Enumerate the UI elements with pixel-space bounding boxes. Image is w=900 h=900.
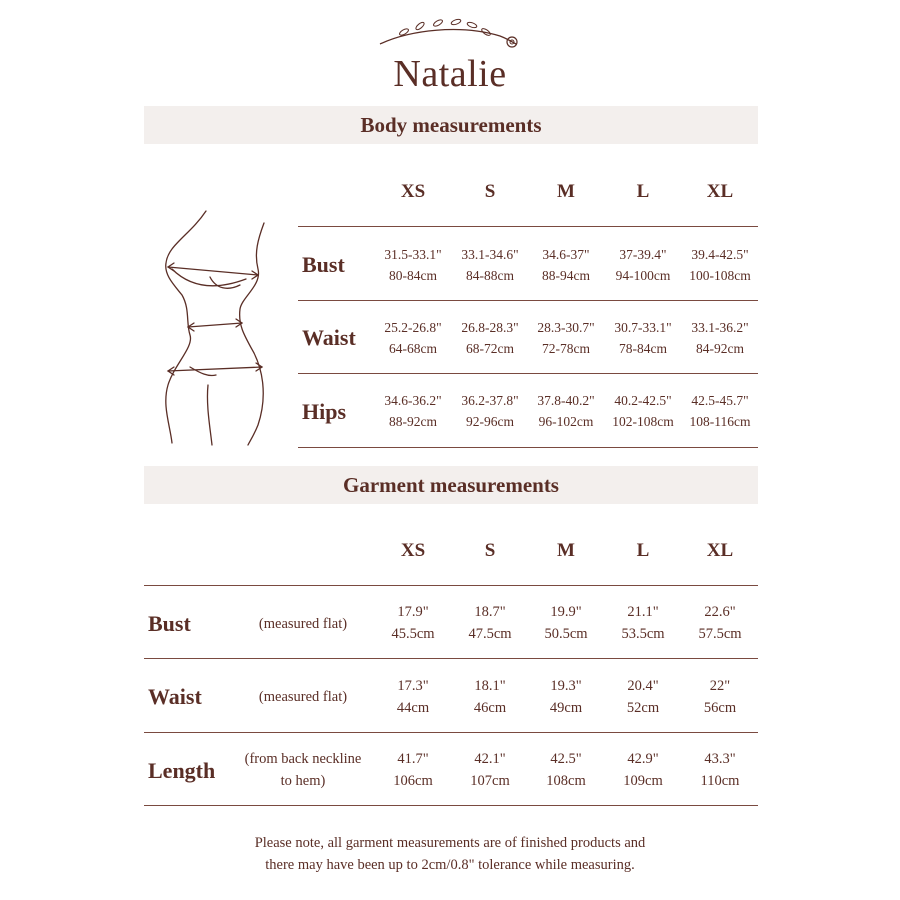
body-row-divider [298, 373, 758, 374]
brand-name: Natalie [393, 53, 507, 95]
body-measurements-title: Body measurements [360, 113, 542, 137]
table-cell: 33.1-34.6" 84-88cm [461, 247, 519, 283]
body-size-xl: XL [706, 181, 734, 202]
table-cell: 36.2-37.8" 92-96cm [461, 393, 519, 429]
table-cell: 39.4-42.5" 100-108cm [689, 247, 751, 283]
body-row-label-hips: Hips [302, 399, 347, 424]
table-cell: 22.6" 57.5cm [698, 604, 742, 642]
body-row-divider [298, 226, 758, 227]
table-cell: 33.1-36.2" 84-92cm [691, 320, 749, 356]
garment-size-m: M [557, 540, 575, 561]
garment-row-divider [144, 585, 758, 586]
garment-size-xl: XL [706, 540, 734, 561]
garment-size-l: L [636, 540, 650, 561]
garment-row-note: (measured flat) [258, 689, 348, 705]
body-row-label-waist: Waist [302, 325, 356, 350]
footnote-line: Please note, all garment measurements are of finished products and [254, 835, 646, 851]
garment-size-xs: XS [400, 540, 426, 561]
table-cell: 19.3" 49cm [549, 678, 583, 716]
body-row-divider [298, 447, 758, 448]
table-cell: 37.8-40.2" 96-102cm [537, 393, 595, 429]
table-cell: 26.8-28.3" 68-72cm [461, 320, 519, 356]
body-row-divider [298, 300, 758, 301]
garment-measurements-title: Garment measurements [343, 473, 559, 497]
table-cell: 42.9" 109cm [623, 751, 663, 789]
footnote-line: there may have been up to 2cm/0.8" tolerance while measuring. [265, 857, 635, 873]
table-cell: 18.1" 46cm [473, 678, 507, 716]
body-measurements-band [144, 106, 758, 144]
table-cell: 17.9" 45.5cm [391, 604, 435, 642]
garment-size-s: S [484, 540, 496, 561]
table-cell: 34.6-36.2" 88-92cm [384, 393, 442, 429]
table-cell: 40.2-42.5" 102-108cm [612, 393, 674, 429]
table-cell: 28.3-30.7" 72-78cm [537, 320, 595, 356]
footnote [0, 832, 900, 876]
body-size-xs: XS [400, 181, 426, 202]
table-cell: 41.7" 106cm [393, 751, 433, 789]
table-cell: 20.4" 52cm [626, 678, 660, 716]
table-cell: 42.5" 108cm [546, 751, 586, 789]
table-cell: 25.2-26.8" 64-68cm [384, 320, 442, 356]
table-cell: 37-39.4" 94-100cm [615, 247, 671, 283]
table-cell: 34.6-37" 88-94cm [542, 247, 590, 283]
body-size-m: M [557, 181, 575, 202]
body-size-s: S [484, 181, 496, 202]
table-cell: 18.7" 47.5cm [468, 604, 512, 642]
table-cell: 19.9" 50.5cm [544, 604, 588, 642]
table-cell: 30.7-33.1" 78-84cm [614, 320, 672, 356]
body-row-label-bust: Bust [302, 252, 345, 277]
body-size-l: L [636, 181, 650, 202]
body-silhouette-icon [150, 205, 280, 450]
garment-row-divider [144, 805, 758, 806]
garment-row-divider [144, 658, 758, 659]
garment-row-label-length: Length [148, 758, 216, 783]
garment-row-note: (measured flat) [258, 616, 348, 632]
table-cell: 42.5-45.7" 108-116cm [689, 393, 751, 429]
table-cell: 22" 56cm [703, 678, 737, 716]
garment-row-note: (from back neckline to hem) [244, 751, 362, 789]
garment-row-divider [144, 732, 758, 733]
table-cell: 42.1" 107cm [470, 751, 510, 789]
table-cell: 21.1" 53.5cm [621, 604, 665, 642]
table-cell: 17.3" 44cm [396, 678, 430, 716]
garment-row-label-bust: Bust [148, 611, 191, 636]
table-cell: 31.5-33.1" 80-84cm [384, 247, 442, 283]
leaf-branch-icon [370, 12, 530, 56]
table-cell: 43.3" 110cm [700, 751, 740, 789]
garment-measurements-band [144, 466, 758, 504]
garment-row-label-waist: Waist [148, 684, 202, 709]
